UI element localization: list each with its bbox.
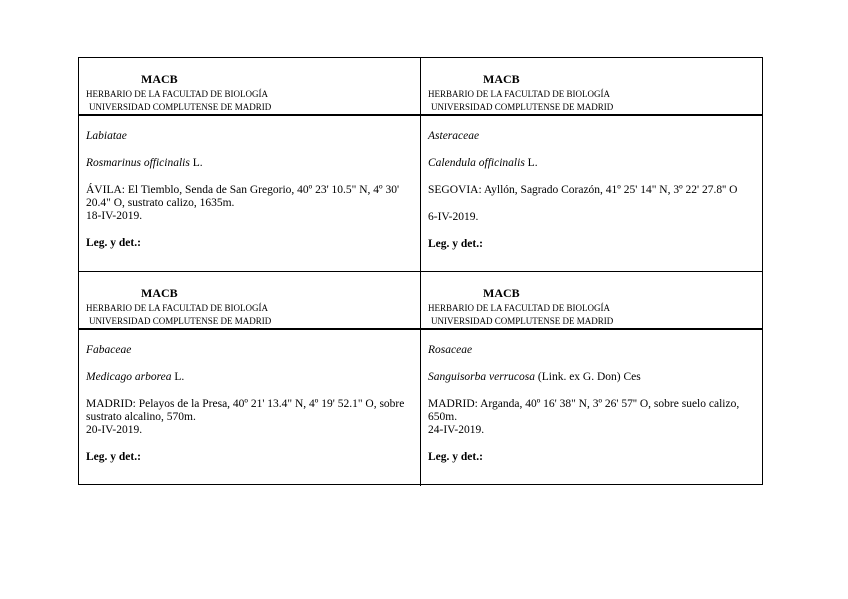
university-name: UNIVERSIDAD COMPLUTENSE DE MADRID <box>89 102 272 112</box>
herbarium-code: MACB <box>483 286 520 300</box>
label-body <box>86 344 412 464</box>
species-author: (Link. ex G. Don) Ces <box>535 371 641 383</box>
herbarium-code: MACB <box>141 72 178 86</box>
herbarium-label <box>421 58 763 272</box>
label-body <box>428 130 755 251</box>
species-author: L. <box>171 371 185 383</box>
label-header <box>79 58 420 116</box>
species-author: L. <box>524 157 538 169</box>
locality-text: MADRID: Pelayos de la Presa, 40º 21' 13.4" N, 4º 19' 52.1" O, sobre sustrato alcalino, 570m. <box>86 398 405 423</box>
collection-date: 20-IV-2019. <box>86 424 143 436</box>
species-line <box>428 157 755 170</box>
legit-determinavit: Leg. y det.: <box>86 237 141 249</box>
family-name: Asteraceae <box>428 130 480 142</box>
university-name: UNIVERSIDAD COMPLUTENSE DE MADRID <box>431 102 614 112</box>
species-name: Sanguisorba verrucosa <box>428 371 536 383</box>
species-line <box>428 371 755 384</box>
herbarium-label <box>421 272 763 486</box>
herbarium-label <box>79 272 421 486</box>
locality-text: MADRID: Arganda, 40º 16' 38" N, 3º 26' 57'' O, sobre suelo calizo, 650m. <box>428 398 740 423</box>
herbarium-code: MACB <box>141 286 178 300</box>
species-name: Calendula officinalis <box>428 157 525 169</box>
family-name: Rosaceae <box>428 344 473 356</box>
herbarium-name: HERBARIO DE LA FACULTAD DE BIOLOGÍA <box>86 89 269 99</box>
herbarium-label <box>79 58 421 272</box>
label-body <box>428 344 755 464</box>
legit-determinavit: Leg. y det.: <box>86 451 141 463</box>
label-header <box>421 58 763 116</box>
species-line <box>86 371 412 384</box>
species-name: Rosmarinus officinalis <box>86 157 190 169</box>
species-author: L. <box>189 157 203 169</box>
herbarium-code: MACB <box>483 72 520 86</box>
collection-date: 24-IV-2019. <box>428 424 485 436</box>
university-name: UNIVERSIDAD COMPLUTENSE DE MADRID <box>89 316 272 326</box>
species-line <box>86 157 412 170</box>
label-header <box>79 272 420 330</box>
herbarium-label-sheet <box>78 57 763 485</box>
label-header <box>421 272 763 330</box>
collection-date: 6-IV-2019. <box>428 211 479 223</box>
collection-date: 18-IV-2019. <box>86 210 143 222</box>
species-name: Medicago arborea <box>86 371 172 383</box>
legit-determinavit: Leg. y det.: <box>428 451 483 463</box>
family-name: Labiatae <box>86 130 127 142</box>
herbarium-name: HERBARIO DE LA FACULTAD DE BIOLOGÍA <box>428 89 611 99</box>
university-name: UNIVERSIDAD COMPLUTENSE DE MADRID <box>431 316 614 326</box>
family-name: Fabaceae <box>86 344 132 356</box>
label-body <box>86 130 412 250</box>
locality-text: SEGOVIA: Ayllón, Sagrado Corazón, 41º 25' 14" N, 3º 22' 27.8'' O <box>428 184 738 196</box>
herbarium-name: HERBARIO DE LA FACULTAD DE BIOLOGÍA <box>86 303 269 313</box>
legit-determinavit: Leg. y det.: <box>428 238 483 250</box>
locality-text: ÁVILA: El Tiemblo, Senda de San Gregorio, 40º 23' 10.5" N, 4º 30' 20.4" O, sustrato calizo, 1635m. <box>86 184 400 209</box>
herbarium-name: HERBARIO DE LA FACULTAD DE BIOLOGÍA <box>428 303 611 313</box>
